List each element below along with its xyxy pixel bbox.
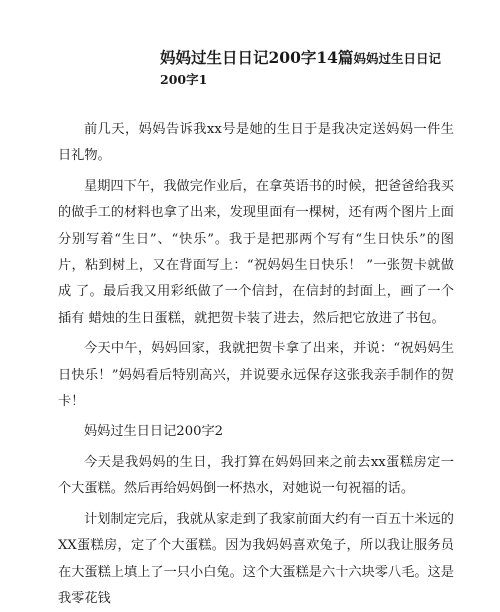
section-heading-2: 妈妈过生日日记200字2 <box>84 424 224 440</box>
paragraph-1: 前几天，妈妈告诉我xx号是她的生日于是我决定送妈妈一件生 日礼物。 <box>58 122 454 164</box>
document-body <box>58 117 454 612</box>
title-line-2: 200字1 <box>160 72 208 87</box>
paragraph-4: 今天是我妈妈的生日，我打算在妈妈回来之前去xx蛋糕房定一 个大蛋糕。然后再给妈妈倒一杯热水，对她说一句祝福的话。 <box>58 454 454 497</box>
paragraph-2: 星期四下午，我做完作业后，在拿英语书的时候，把爸爸给我买 的做手工的材料也拿了出来，发现里面有一棵树，还有两个图片上面 分别写着“生日”、“快乐”。我于是把那两个写有“生日快乐”的图 片，粘到树上，又在背面写上：“祝妈妈生日快乐！ ”一张贺卡就做成 了。最后我又用彩纸做了一个信封，在信封的封面上，画了一个插有 蜡烛的生日蛋糕，就把贺卡装了进去，然后把它放进了书包。 <box>58 178 454 326</box>
paragraph-5: 计划制定完后，我就从家走到了我家前面大约有一百五十米远的 XX蛋糕房，定了个大蛋糕。因为我妈妈喜欢兔子，所以我让服务员 在大蛋糕上填上了一只小白兔。这个大蛋糕是六十六块零八毛。这是 我零花钱 <box>58 511 454 606</box>
title-line-1 <box>160 47 480 70</box>
title-sub: 妈妈过生日日记 <box>353 51 441 66</box>
title-main: 妈妈过生日日记200字14篇 <box>160 48 354 67</box>
document-title <box>160 47 480 90</box>
paragraph-3: 今天中午，妈妈回家，我就把贺卡拿了出来，并说：“祝妈妈生 日快乐！”妈妈看后特别高兴，并说要永远保存这张我亲手制作的贺 卡！ <box>58 341 454 410</box>
